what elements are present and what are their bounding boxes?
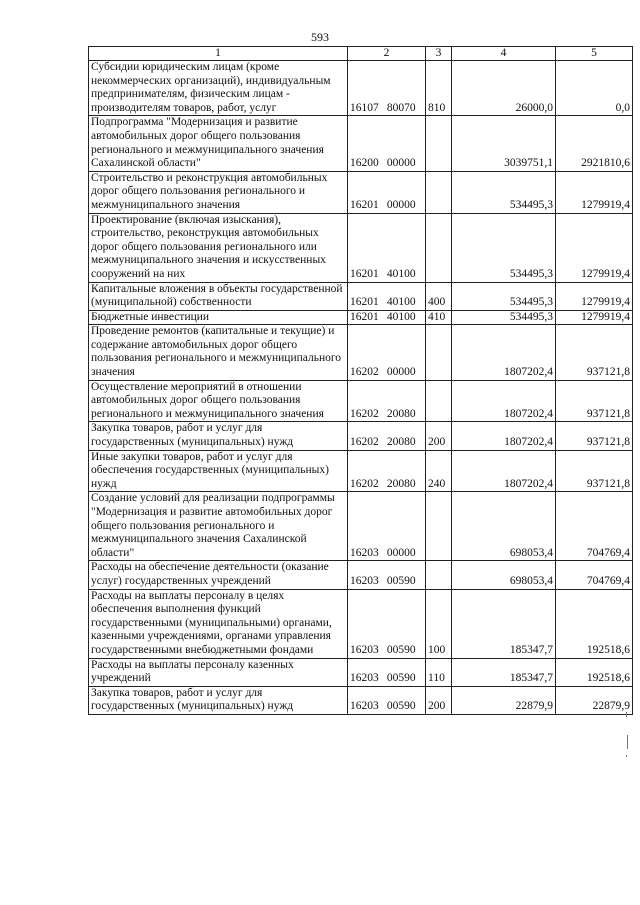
row-name: Строительство и реконструкция автомобильных дорог общего пользования регионального и межмуниципального значения <box>89 171 348 213</box>
row-name: Осуществление мероприятий в отношении автомобильных дорог общего пользования регионального и межмуниципального значения <box>89 380 348 422</box>
row-amount-col4: 1807202,4 <box>452 380 556 422</box>
row-amount-col4: 534495,3 <box>452 171 556 213</box>
row-amount-col4: 1807202,4 <box>452 422 556 450</box>
row-expense-type <box>426 561 452 589</box>
row-code <box>348 213 426 282</box>
row-expense-type <box>426 116 452 171</box>
row-code <box>348 380 426 422</box>
row-expense-type: 200 <box>426 422 452 450</box>
row-amount-col4: 26000,0 <box>452 61 556 116</box>
row-code <box>348 561 426 589</box>
row-expense-type <box>426 492 452 561</box>
row-code-program: 16203 <box>350 643 379 656</box>
table-body <box>89 61 633 715</box>
row-amount-col5: 1279919,4 <box>556 310 633 325</box>
table-row <box>89 116 633 171</box>
row-code-direction: 00590 <box>386 643 416 656</box>
row-code-program: 16202 <box>350 477 379 490</box>
row-name: Расходы на обеспечение деятельности (оказание услуг) государственных учреждений <box>89 561 348 589</box>
row-code-direction: 20080 <box>386 477 416 490</box>
row-expense-type: 810 <box>426 61 452 116</box>
row-code-direction: 20080 <box>386 436 416 449</box>
row-name: Расходы на выплаты персоналу в целях обеспечения выполнения функций государственными (муниципальными) органами, казенными учреждениями, органами управления государственными внебюджетными фондами <box>89 589 348 658</box>
row-name: Бюджетные инвестиции <box>89 310 348 325</box>
scan-speck <box>626 755 627 757</box>
row-amount-col4: 1807202,4 <box>452 325 556 380</box>
row-expense-type <box>426 213 452 282</box>
table-row <box>89 171 633 213</box>
scan-speck <box>627 735 628 749</box>
table-row <box>89 422 633 450</box>
row-code-program: 16200 <box>350 157 379 170</box>
row-code <box>348 450 426 492</box>
row-code-program: 16202 <box>350 366 379 379</box>
row-amount-col5: 1279919,4 <box>556 171 633 213</box>
header-cell: 2 <box>348 47 426 61</box>
row-code-program: 16202 <box>350 436 379 449</box>
row-code-program: 16201 <box>350 198 379 211</box>
table-row <box>89 380 633 422</box>
row-code <box>348 282 426 310</box>
row-code-direction: 20080 <box>386 407 416 420</box>
row-code <box>348 658 426 686</box>
row-code-program: 16202 <box>350 407 379 420</box>
row-expense-type: 240 <box>426 450 452 492</box>
scan-speck <box>626 712 627 717</box>
row-code-program: 16201 <box>350 310 379 323</box>
row-code <box>348 589 426 658</box>
header-cell: 5 <box>556 47 633 61</box>
row-name: Проектирование (включая изыскания), строительство, реконструкция автомобильных дорог общего пользования регионального или межмуниципального значения и искусственных сооружений на них <box>89 213 348 282</box>
table-row <box>89 450 633 492</box>
row-expense-type <box>426 380 452 422</box>
table-row <box>89 658 633 686</box>
row-code <box>348 310 426 325</box>
row-expense-type <box>426 171 452 213</box>
row-code-program: 16107 <box>350 101 379 114</box>
row-expense-type <box>426 325 452 380</box>
row-amount-col4: 534495,3 <box>452 213 556 282</box>
row-code-direction: 40100 <box>386 310 416 323</box>
table-row <box>89 492 633 561</box>
row-code-direction: 00000 <box>386 546 416 559</box>
row-expense-type: 100 <box>426 589 452 658</box>
row-code-direction: 80070 <box>386 101 416 114</box>
row-amount-col4: 534495,3 <box>452 310 556 325</box>
row-amount-col5: 937121,8 <box>556 422 633 450</box>
row-amount-col4: 534495,3 <box>452 282 556 310</box>
page-number: 593 <box>311 30 329 44</box>
row-expense-type: 400 <box>426 282 452 310</box>
row-name: Подпрограмма "Модернизация и развитие автомобильных дорог общего пользования регионального и межмуниципального значения Сахалинской области" <box>89 116 348 171</box>
table-row <box>89 61 633 116</box>
row-code <box>348 61 426 116</box>
table-row <box>89 686 633 714</box>
row-name: Создание условий для реализации подпрограммы "Модернизация и развитие автомобильных дорог общего пользования регионального и межмуниципального значения Сахалинской области" <box>89 492 348 561</box>
row-amount-col4: 1807202,4 <box>452 450 556 492</box>
row-code <box>348 325 426 380</box>
row-amount-col5: 937121,8 <box>556 380 633 422</box>
row-code-program: 16203 <box>350 700 379 713</box>
row-name: Закупка товаров, работ и услуг для государственных (муниципальных) нужд <box>89 422 348 450</box>
row-amount-col4: 22879,9 <box>452 686 556 714</box>
row-amount-col5: 192518,6 <box>556 658 633 686</box>
row-amount-col5: 1279919,4 <box>556 213 633 282</box>
row-expense-type: 200 <box>426 686 452 714</box>
row-amount-col5: 0,0 <box>556 61 633 116</box>
row-code <box>348 422 426 450</box>
row-name: Проведение ремонтов (капитальные и текущие) и содержание автомобильных дорог общего пользования регионального и межмуниципального значения <box>89 325 348 380</box>
row-amount-col4: 185347,7 <box>452 589 556 658</box>
row-name: Закупка товаров, работ и услуг для государственных (муниципальных) нужд <box>89 686 348 714</box>
row-code-direction: 00000 <box>386 366 416 379</box>
row-name: Субсидии юридическим лицам (кроме некоммерческих организаций), индивидуальным предпринимателям, физическим лицам - производителям товаров, работ, услуг <box>89 61 348 116</box>
row-amount-col5: 2921810,6 <box>556 116 633 171</box>
row-code-program: 16203 <box>350 672 379 685</box>
table-row <box>89 325 633 380</box>
row-amount-col5: 22879,9 <box>556 686 633 714</box>
row-code-direction: 00000 <box>386 157 416 170</box>
row-code-direction: 40100 <box>386 296 416 309</box>
row-code-direction: 40100 <box>386 267 416 280</box>
row-code <box>348 492 426 561</box>
row-amount-col4: 185347,7 <box>452 658 556 686</box>
row-amount-col5: 704769,4 <box>556 492 633 561</box>
row-name: Расходы на выплаты персоналу казенных учреждений <box>89 658 348 686</box>
row-code <box>348 116 426 171</box>
header-row <box>89 47 633 61</box>
row-code-direction: 00590 <box>386 574 416 587</box>
row-code-direction: 00590 <box>386 672 416 685</box>
row-code-program: 16203 <box>350 546 379 559</box>
row-amount-col4: 3039751,1 <box>452 116 556 171</box>
row-code-program: 16201 <box>350 296 379 309</box>
row-expense-type: 110 <box>426 658 452 686</box>
row-amount-col4: 698053,4 <box>452 561 556 589</box>
row-code-direction: 00000 <box>386 198 416 211</box>
row-amount-col5: 1279919,4 <box>556 282 633 310</box>
header-cell: 4 <box>452 47 556 61</box>
row-code <box>348 171 426 213</box>
row-name: Капитальные вложения в объекты государственной (муниципальной) собственности <box>89 282 348 310</box>
table-row <box>89 213 633 282</box>
row-amount-col5: 937121,8 <box>556 325 633 380</box>
row-amount-col5: 192518,6 <box>556 589 633 658</box>
table-row <box>89 589 633 658</box>
header-cell: 3 <box>426 47 452 61</box>
row-expense-type: 410 <box>426 310 452 325</box>
table-row <box>89 310 633 325</box>
header-cell: 1 <box>89 47 348 61</box>
table-row <box>89 561 633 589</box>
row-name: Иные закупки товаров, работ и услуг для обеспечения государственных (муниципальных) нужд <box>89 450 348 492</box>
row-code-program: 16201 <box>350 267 379 280</box>
table-row <box>89 282 633 310</box>
row-code-direction: 00590 <box>386 700 416 713</box>
row-amount-col5: 937121,8 <box>556 450 633 492</box>
row-code-program: 16203 <box>350 574 379 587</box>
budget-table <box>88 46 633 715</box>
row-amount-col4: 698053,4 <box>452 492 556 561</box>
row-amount-col5: 704769,4 <box>556 561 633 589</box>
row-code <box>348 686 426 714</box>
